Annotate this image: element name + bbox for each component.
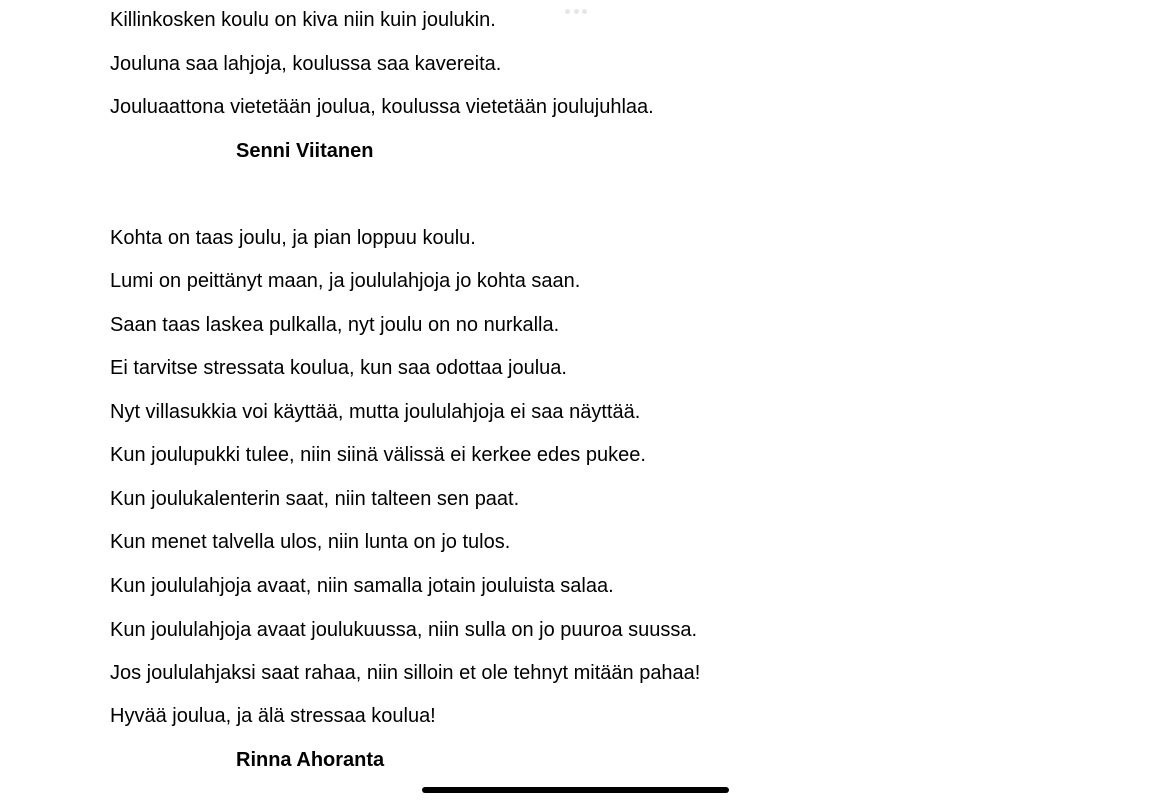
poem2-line-8: Kun menet talvella ulos, niin lunta on jo tulos. (110, 531, 511, 553)
poem1-author: Senni Viitanen (236, 140, 374, 162)
drag-handle-icon[interactable] (565, 9, 587, 15)
poem1-line-2: Jouluna saa lahjoja, koulussa saa kavereita. (110, 53, 502, 75)
poem2-author: Rinna Ahoranta (236, 749, 385, 771)
poem1-line-3: Jouluaattona vietetään joulua, koulussa vietetään joulujuhlaa. (110, 96, 654, 118)
poem1-line-1: Killinkosken koulu on kiva niin kuin joulukin. (110, 9, 496, 31)
poem2-line-11: Jos joululahjaksi saat rahaa, niin silloin et ole tehnyt mitään pahaa! (110, 662, 701, 684)
poem2-line-2: Lumi on peittänyt maan, ja joululahjoja jo kohta saan. (110, 270, 581, 292)
handle-dot (565, 9, 570, 14)
poem2-line-4: Ei tarvitse stressata koulua, kun saa odottaa joulua. (110, 357, 567, 379)
poem2-line-3: Saan taas laskea pulkalla, nyt joulu on no nurkalla. (110, 314, 560, 336)
poem2-line-10: Kun joululahjoja avaat joulukuussa, niin sulla on jo puuroa suussa. (110, 619, 698, 641)
handle-dot (574, 9, 579, 14)
poem2-line-12: Hyvää joulua, ja älä stressaa koulua! (110, 705, 436, 727)
home-indicator-icon[interactable] (422, 787, 729, 793)
poem2-line-7: Kun joulukalenterin saat, niin talteen sen paat. (110, 488, 520, 510)
poem2-line-1: Kohta on taas joulu, ja pian loppuu koulu. (110, 227, 476, 249)
handle-dot (582, 9, 587, 14)
poem2-line-6: Kun joulupukki tulee, niin siinä välissä ei kerkee edes pukee. (110, 444, 646, 466)
poem2-line-5: Nyt villasukkia voi käyttää, mutta joululahjoja ei saa näyttää. (110, 401, 641, 423)
poem2-line-9: Kun joululahjoja avaat, niin samalla jotain jouluista salaa. (110, 575, 614, 597)
